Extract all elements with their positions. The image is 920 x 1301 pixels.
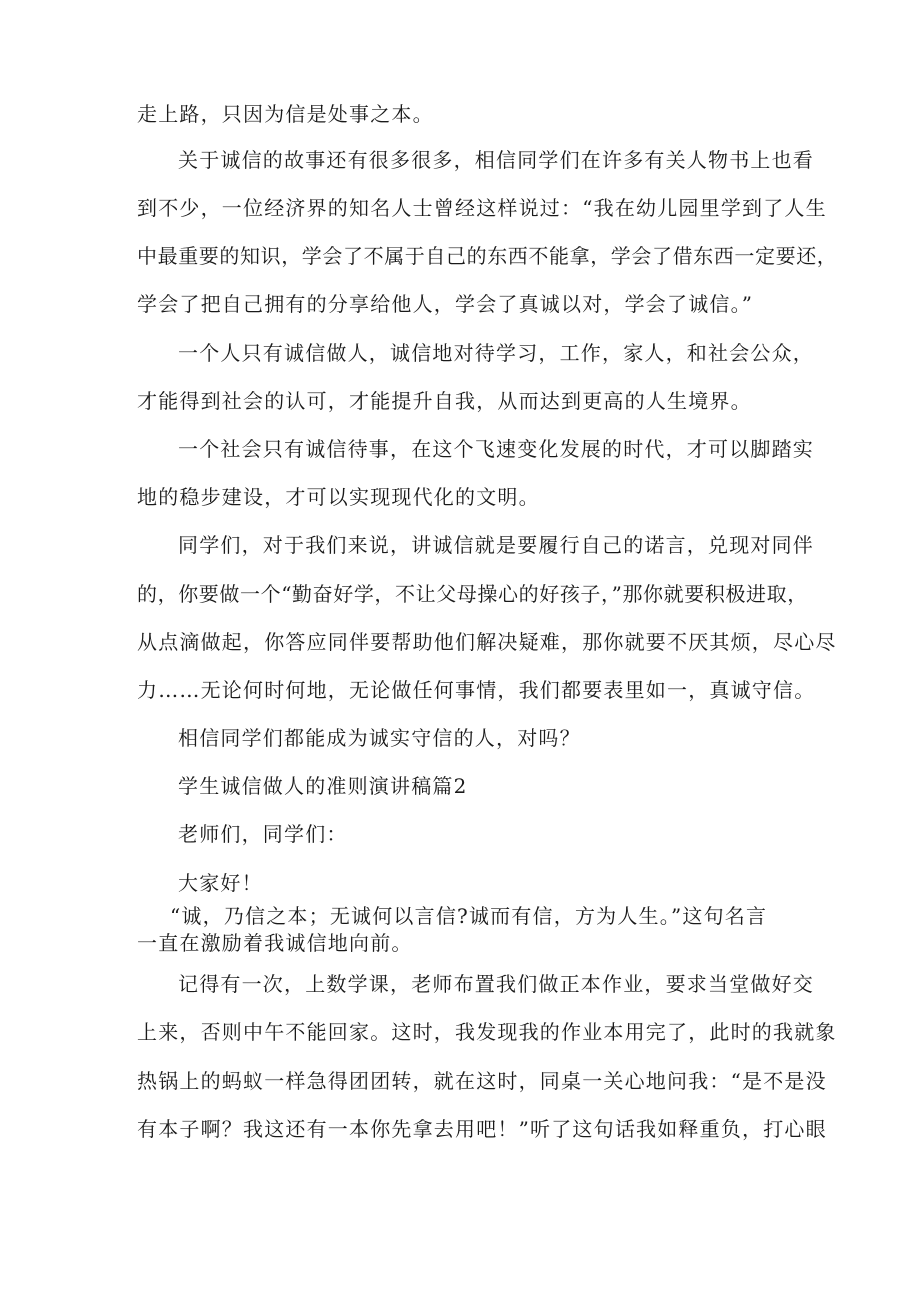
text-line: 到不少，一位经济界的知名人士曾经这样说过：“我在幼儿园里学到了人生: [137, 196, 827, 220]
text-line: “诚，乃信之本；无诚何以言信?诚而有信，方为人生。”这句名言: [170, 904, 768, 928]
text-line: 才能得到社会的认可，才能提升自我，从而达到更高的人生境界。: [137, 389, 752, 413]
text-line: 地的稳步建设，才可以实现现代化的文明。: [137, 485, 540, 509]
text-line: 热锅上的蚂蚁一样急得团团转，就在这时，同桌一关心地问我：“是不是没: [137, 1069, 827, 1093]
text-line: 走上路，只因为信是处事之本。: [137, 102, 434, 126]
text-line: 同学们，对于我们来说，讲诚信就是要履行自己的诺言，兑现对同伴: [178, 533, 814, 557]
text-line: 中最重要的知识，学会了不属于自己的东西不能拿，学会了借东西一定要还，: [137, 244, 838, 268]
text-line: 记得有一次，上数学课，老师布置我们做正本作业，要求当堂做好交: [178, 972, 814, 996]
section-heading: 学生诚信做人的准则演讲稿篇2: [178, 774, 468, 798]
text-line: 学会了把自己拥有的分享给他人，学会了真诚以对，学会了诚信。”: [137, 292, 754, 316]
text-line: 从点滴做起，你答应同伴要帮助他们解决疑难，那你就要不厌其烦，尽心尽: [137, 630, 837, 654]
text-line: 上来，否则中午不能回家。这时，我发现我的作业本用完了，此时的我就象: [137, 1020, 837, 1044]
salutation: 老师们，同学们：: [178, 822, 348, 846]
text-line: 一个社会只有诚信待事，在这个飞速变化发展的时代，才可以脚踏实: [178, 437, 814, 461]
greeting: 大家好！: [178, 871, 263, 895]
text-line: 一个人只有诚信做人，诚信地对待学习，工作，家人，和社会公众，: [178, 341, 814, 365]
text-line: 关于诚信的故事还有很多很多，相信同学们在许多有关人物书上也看: [178, 148, 814, 172]
text-line: 相信同学们都能成为诚实守信的人，对吗？: [178, 726, 581, 750]
text-line: 的，你要做一个“勤奋好学，不让父母操心的好孩子，”那你就要积极进取，: [137, 582, 808, 606]
text-line: 一直在激励着我诚信地向前。: [137, 931, 413, 955]
text-line: 力……无论何时何地，无论做任何事情，我们都要表里如一，真诚守信。: [137, 678, 816, 702]
text-line: 有本子啊？我这还有一本你先拿去用吧！”听了这句话我如释重负，打心眼: [137, 1117, 827, 1141]
